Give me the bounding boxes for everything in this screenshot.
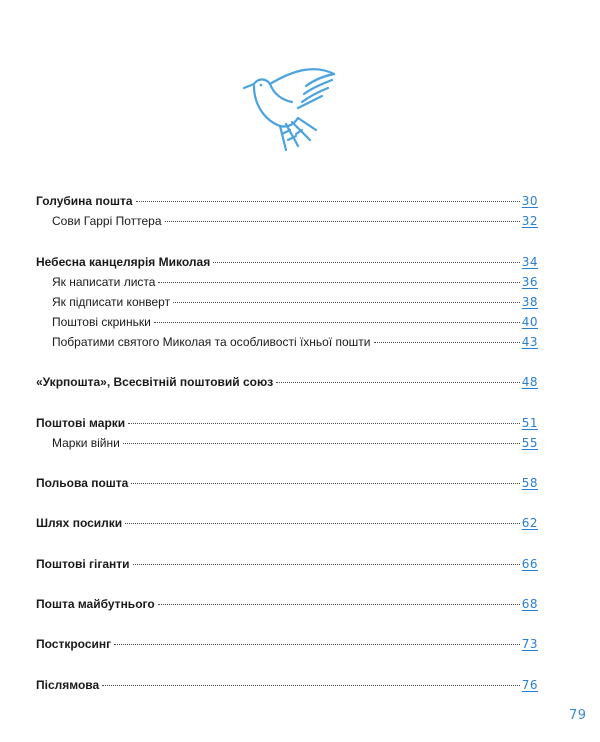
dot-leader bbox=[158, 604, 520, 605]
toc-entry-page: 58 bbox=[521, 476, 538, 490]
toc-entry[interactable] bbox=[36, 514, 538, 532]
toc-entry-page: 73 bbox=[521, 637, 538, 651]
dove-icon bbox=[240, 64, 336, 156]
dot-leader bbox=[173, 302, 520, 303]
dot-leader bbox=[133, 564, 520, 565]
dot-leader bbox=[158, 282, 519, 283]
dot-leader bbox=[374, 342, 520, 343]
toc-entry-title: Шлях посилки bbox=[36, 516, 123, 530]
dot-leader bbox=[123, 443, 520, 444]
toc-subentry[interactable] bbox=[52, 434, 538, 452]
toc-subentry[interactable] bbox=[52, 273, 538, 291]
toc-entry[interactable] bbox=[36, 253, 538, 271]
toc-entry-page: 36 bbox=[521, 275, 538, 289]
toc-entry-title: Небесна канцелярія Миколая bbox=[36, 255, 211, 269]
toc-entry[interactable] bbox=[36, 373, 538, 391]
toc-entry-page: 51 bbox=[521, 416, 538, 430]
toc-entry-title: Як написати листа bbox=[52, 275, 156, 289]
toc-subentry[interactable] bbox=[52, 293, 538, 311]
toc-entry-title: Післямова bbox=[36, 678, 100, 692]
dot-leader bbox=[154, 322, 520, 323]
toc-entry[interactable] bbox=[36, 676, 538, 694]
toc-entry[interactable] bbox=[36, 474, 538, 492]
toc-entry-page: 48 bbox=[521, 375, 538, 389]
toc-entry-page: 43 bbox=[521, 335, 538, 349]
toc-entry-title: Поштові скриньки bbox=[52, 315, 151, 329]
toc-entry-title: «Укрпошта», Всесвітній поштовий союз bbox=[36, 375, 274, 389]
dot-leader bbox=[102, 685, 520, 686]
toc-entry[interactable] bbox=[36, 192, 538, 210]
toc-entry-title: Голубина пошта bbox=[36, 194, 133, 208]
toc-entry-page: 62 bbox=[521, 516, 538, 530]
page-number: 79 bbox=[569, 708, 587, 723]
toc-entry-page: 34 bbox=[521, 255, 538, 269]
dot-leader bbox=[276, 382, 520, 383]
toc-entry-page: 32 bbox=[521, 214, 538, 228]
toc-entry-page: 68 bbox=[521, 597, 538, 611]
toc-entry-title: Поштові гіганти bbox=[36, 557, 130, 571]
dot-leader bbox=[136, 201, 520, 202]
toc-entry-title: Поштові марки bbox=[36, 416, 126, 430]
toc-entry-page: 55 bbox=[521, 436, 538, 450]
toc-entry-title: Посткросинг bbox=[36, 637, 112, 651]
dot-leader bbox=[128, 423, 520, 424]
toc-subentry[interactable] bbox=[52, 212, 538, 230]
dot-leader bbox=[165, 221, 520, 222]
toc-subentry[interactable] bbox=[52, 333, 538, 351]
toc-entry-title: Польова пошта bbox=[36, 476, 129, 490]
toc-entry-title: Сови Гаррі Поттера bbox=[52, 214, 162, 228]
toc-entry-title: Як підписати конверт bbox=[52, 295, 171, 309]
dot-leader bbox=[125, 523, 520, 524]
toc-entry-page: 30 bbox=[521, 194, 538, 208]
toc-entry-title: Побратими святого Миколая та особливості їхньої пошти bbox=[52, 335, 371, 349]
toc-entry-page: 40 bbox=[521, 315, 538, 329]
toc-entry[interactable] bbox=[36, 555, 538, 573]
toc-entry[interactable] bbox=[36, 635, 538, 653]
toc-subentry[interactable] bbox=[52, 313, 538, 331]
toc-entry-page: 76 bbox=[521, 678, 538, 692]
toc-entry-title: Пошта майбутнього bbox=[36, 597, 155, 611]
dot-leader bbox=[213, 262, 520, 263]
toc-entry-page: 66 bbox=[521, 557, 538, 571]
toc-entry[interactable] bbox=[36, 414, 538, 432]
toc-entry-page: 38 bbox=[521, 295, 538, 309]
toc-entry[interactable] bbox=[36, 595, 538, 613]
toc-entry-title: Марки війни bbox=[52, 436, 120, 450]
dot-leader bbox=[114, 644, 520, 645]
dot-leader bbox=[131, 483, 519, 484]
